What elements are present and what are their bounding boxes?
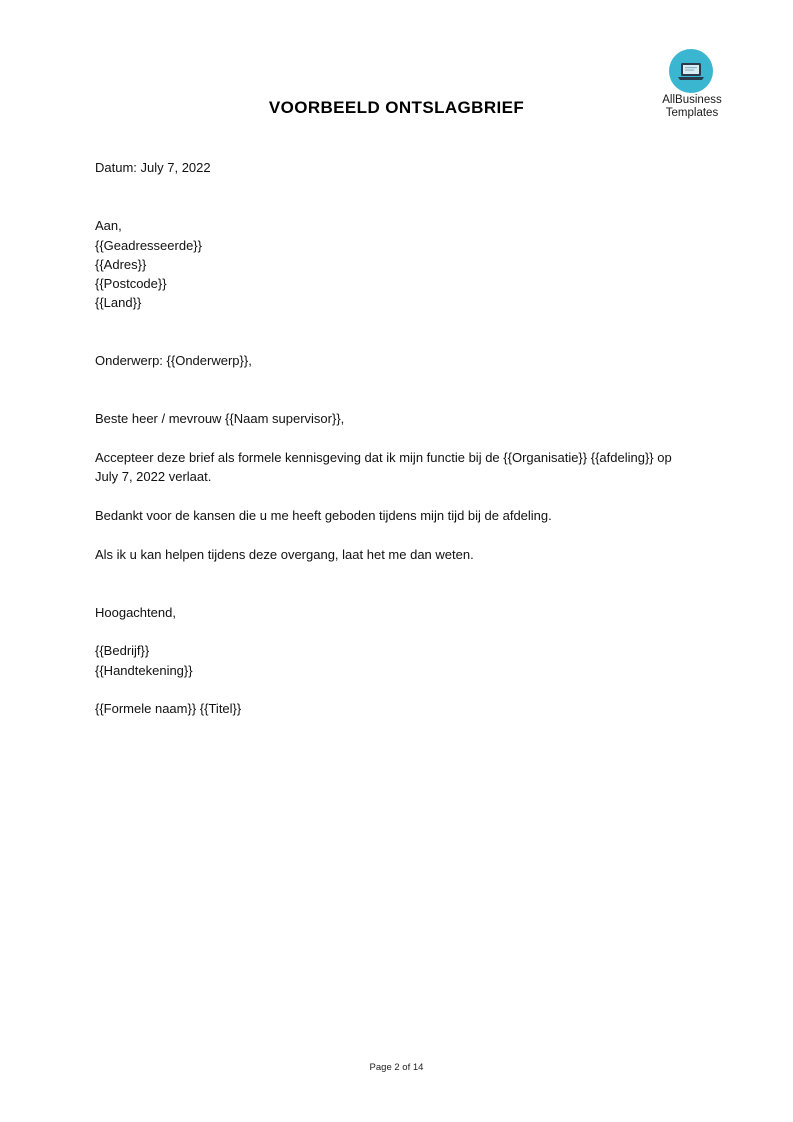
address-country: {{Land}} <box>95 295 142 310</box>
paragraph-3: Als ik u kan helpen tijdens deze overgang, laat het me dan weten. <box>95 547 474 562</box>
paragraph-1-line-2: July 7, 2022 verlaat. <box>95 469 212 484</box>
address-street: {{Adres}} <box>95 257 147 272</box>
logo-name: AllBusiness <box>662 94 722 106</box>
paragraph-2: Bedankt voor de kansen die u me heeft geboden tijdens mijn tijd bij de afdeling. <box>95 508 552 523</box>
address-intro: Aan, <box>95 218 122 233</box>
salutation: Beste heer / mevrouw {{Naam supervisor}}, <box>95 411 345 426</box>
date-line: Datum: July 7, 2022 <box>95 160 211 175</box>
closing: Hoogachtend, <box>95 605 176 620</box>
logo-subtitle: Templates <box>665 107 719 119</box>
laptop-icon <box>676 61 706 81</box>
address-recipient: {{Geadresseerde}} <box>95 238 202 253</box>
address-postcode: {{Postcode}} <box>95 276 167 291</box>
document-title: VOORBEELD ONTSLAGBRIEF <box>268 98 525 117</box>
signature-handwritten: {{Handtekening}} <box>95 663 193 678</box>
signature-name-title: {{Formele naam}} {{Titel}} <box>95 701 242 716</box>
paragraph-1-line-1: Accepteer deze brief als formele kennisgeving dat ik mijn functie bij de {{Organisatie}} {{afdeling}} op <box>95 450 672 465</box>
subject-line: Onderwerp: {{Onderwerp}}, <box>95 353 252 368</box>
page-number: Page 2 of 14 <box>369 1062 424 1073</box>
signature-company: {{Bedrijf}} <box>95 643 150 658</box>
